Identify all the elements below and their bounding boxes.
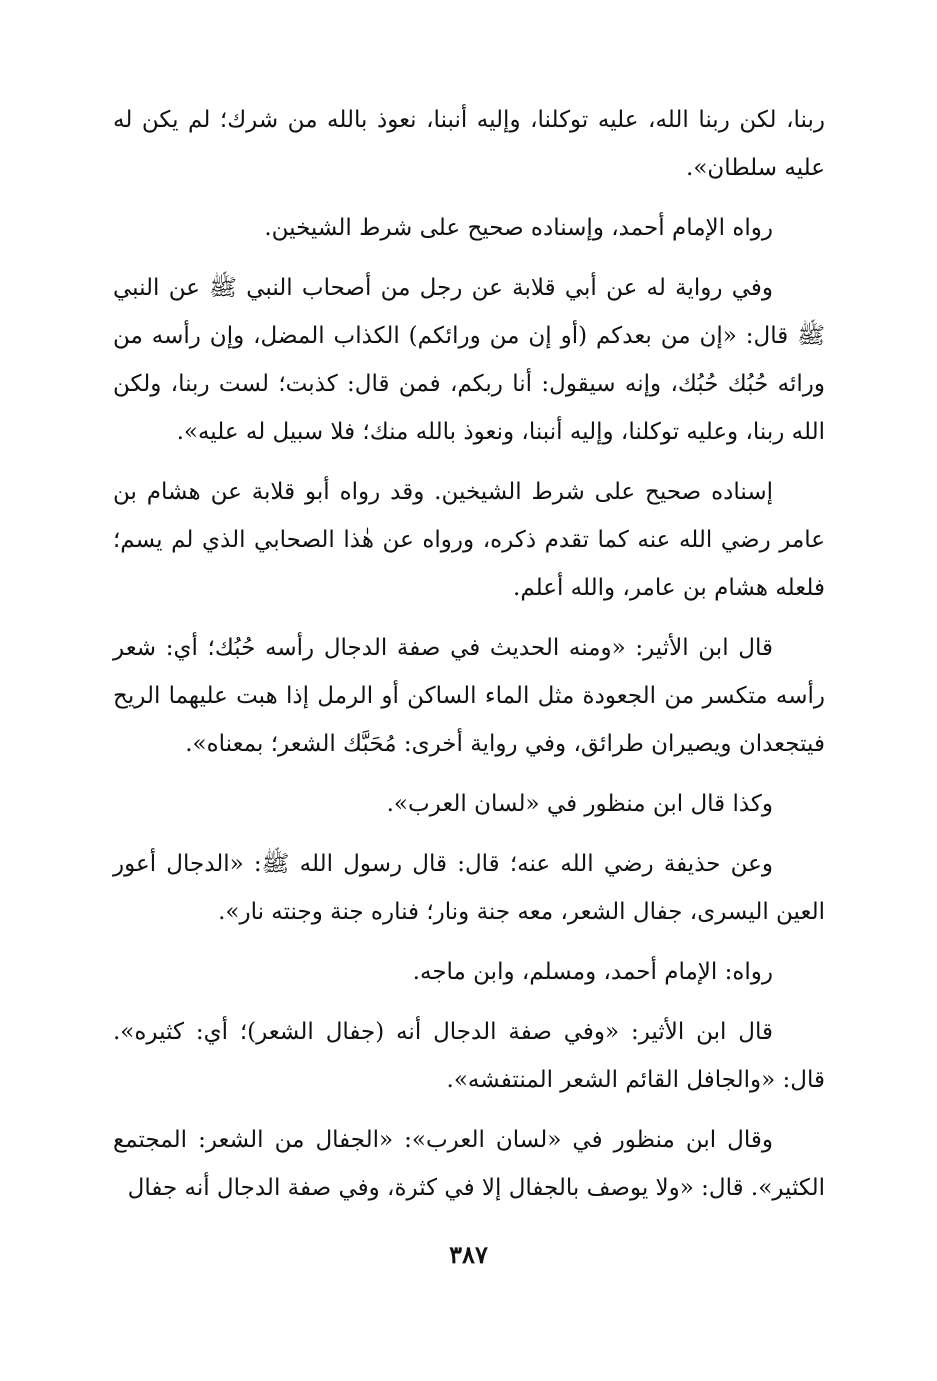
- paragraph-7: وعن حذيفة رضي الله عنه؛ قال: قال رسول الله ﷺ: «الدجال أعور العين اليسرى، جفال الشعر، معه جنة ونار؛ فناره جنة وجنته نار».: [113, 851, 825, 925]
- paragraph-4: إسناده صحيح على شرط الشيخين. وقد رواه أبو قلابة عن هشام بن عامر رضي الله عنه كما تقدم ذكره، ورواه عن هٰذا الصحابي الذي لم يسم؛ فلعله هشام بن عامر، والله أعلم.: [113, 479, 825, 601]
- paragraph-6: وكذا قال ابن منظور في «لسان العرب».: [386, 791, 773, 817]
- page-body: [113, 96, 825, 1224]
- paragraph-5: قال ابن الأثير: «ومنه الحديث في صفة الدجال رأسه حُبُك؛ أي: شعر رأسه متكسر من الجعودة مثل الماء الساكن أو الرمل إذا هبت عليهما الريح فيتجعدان ويصيران طرائق، وفي رواية أخرى: مُحَبَّك الشعر؛ بمعناه».: [113, 635, 825, 757]
- page-number: ٣٨٧: [449, 1240, 488, 1269]
- paragraph-1: ربنا، لكن ربنا الله، عليه توكلنا، وإليه أنبنا، نعوذ بالله من شرك؛ لم يكن له عليه سلطان».: [113, 107, 825, 181]
- paragraph-9: قال ابن الأثير: «وفي صفة الدجال أنه (جفال الشعر)؛ أي: كثيره». قال: «والجافل القائم الشعر المنتفشه».: [113, 1019, 825, 1093]
- paragraph-2: رواه الإمام أحمد، وإسناده صحيح على شرط الشيخين.: [264, 215, 773, 241]
- paragraph-3: وفي رواية له عن أبي قلابة عن رجل من أصحاب النبي ﷺ عن النبي ﷺ قال: «إن من بعدكم (أو إن من ورائكم) الكذاب المضل، وإن رأسه من ورائه حُبُك حُبُك، وإنه سيقول: أنا ربكم، فمن قال: كذبت؛ لست ربنا، ولكن الله ربنا، وعليه توكلنا، وإليه أنبنا، ونعوذ بالله منك؛ فلا سبيل له عليه».: [113, 275, 825, 445]
- paragraph-8: رواه: الإمام أحمد، ومسلم، وابن ماجه.: [412, 959, 773, 985]
- paragraph-10: وقال ابن منظور في «لسان العرب»: «الجفال من الشعر: المجتمع الكثير». قال: «ولا يوصف بالجفال إلا في كثرة، وفي صفة الدجال أنه جفال: [113, 1127, 825, 1201]
